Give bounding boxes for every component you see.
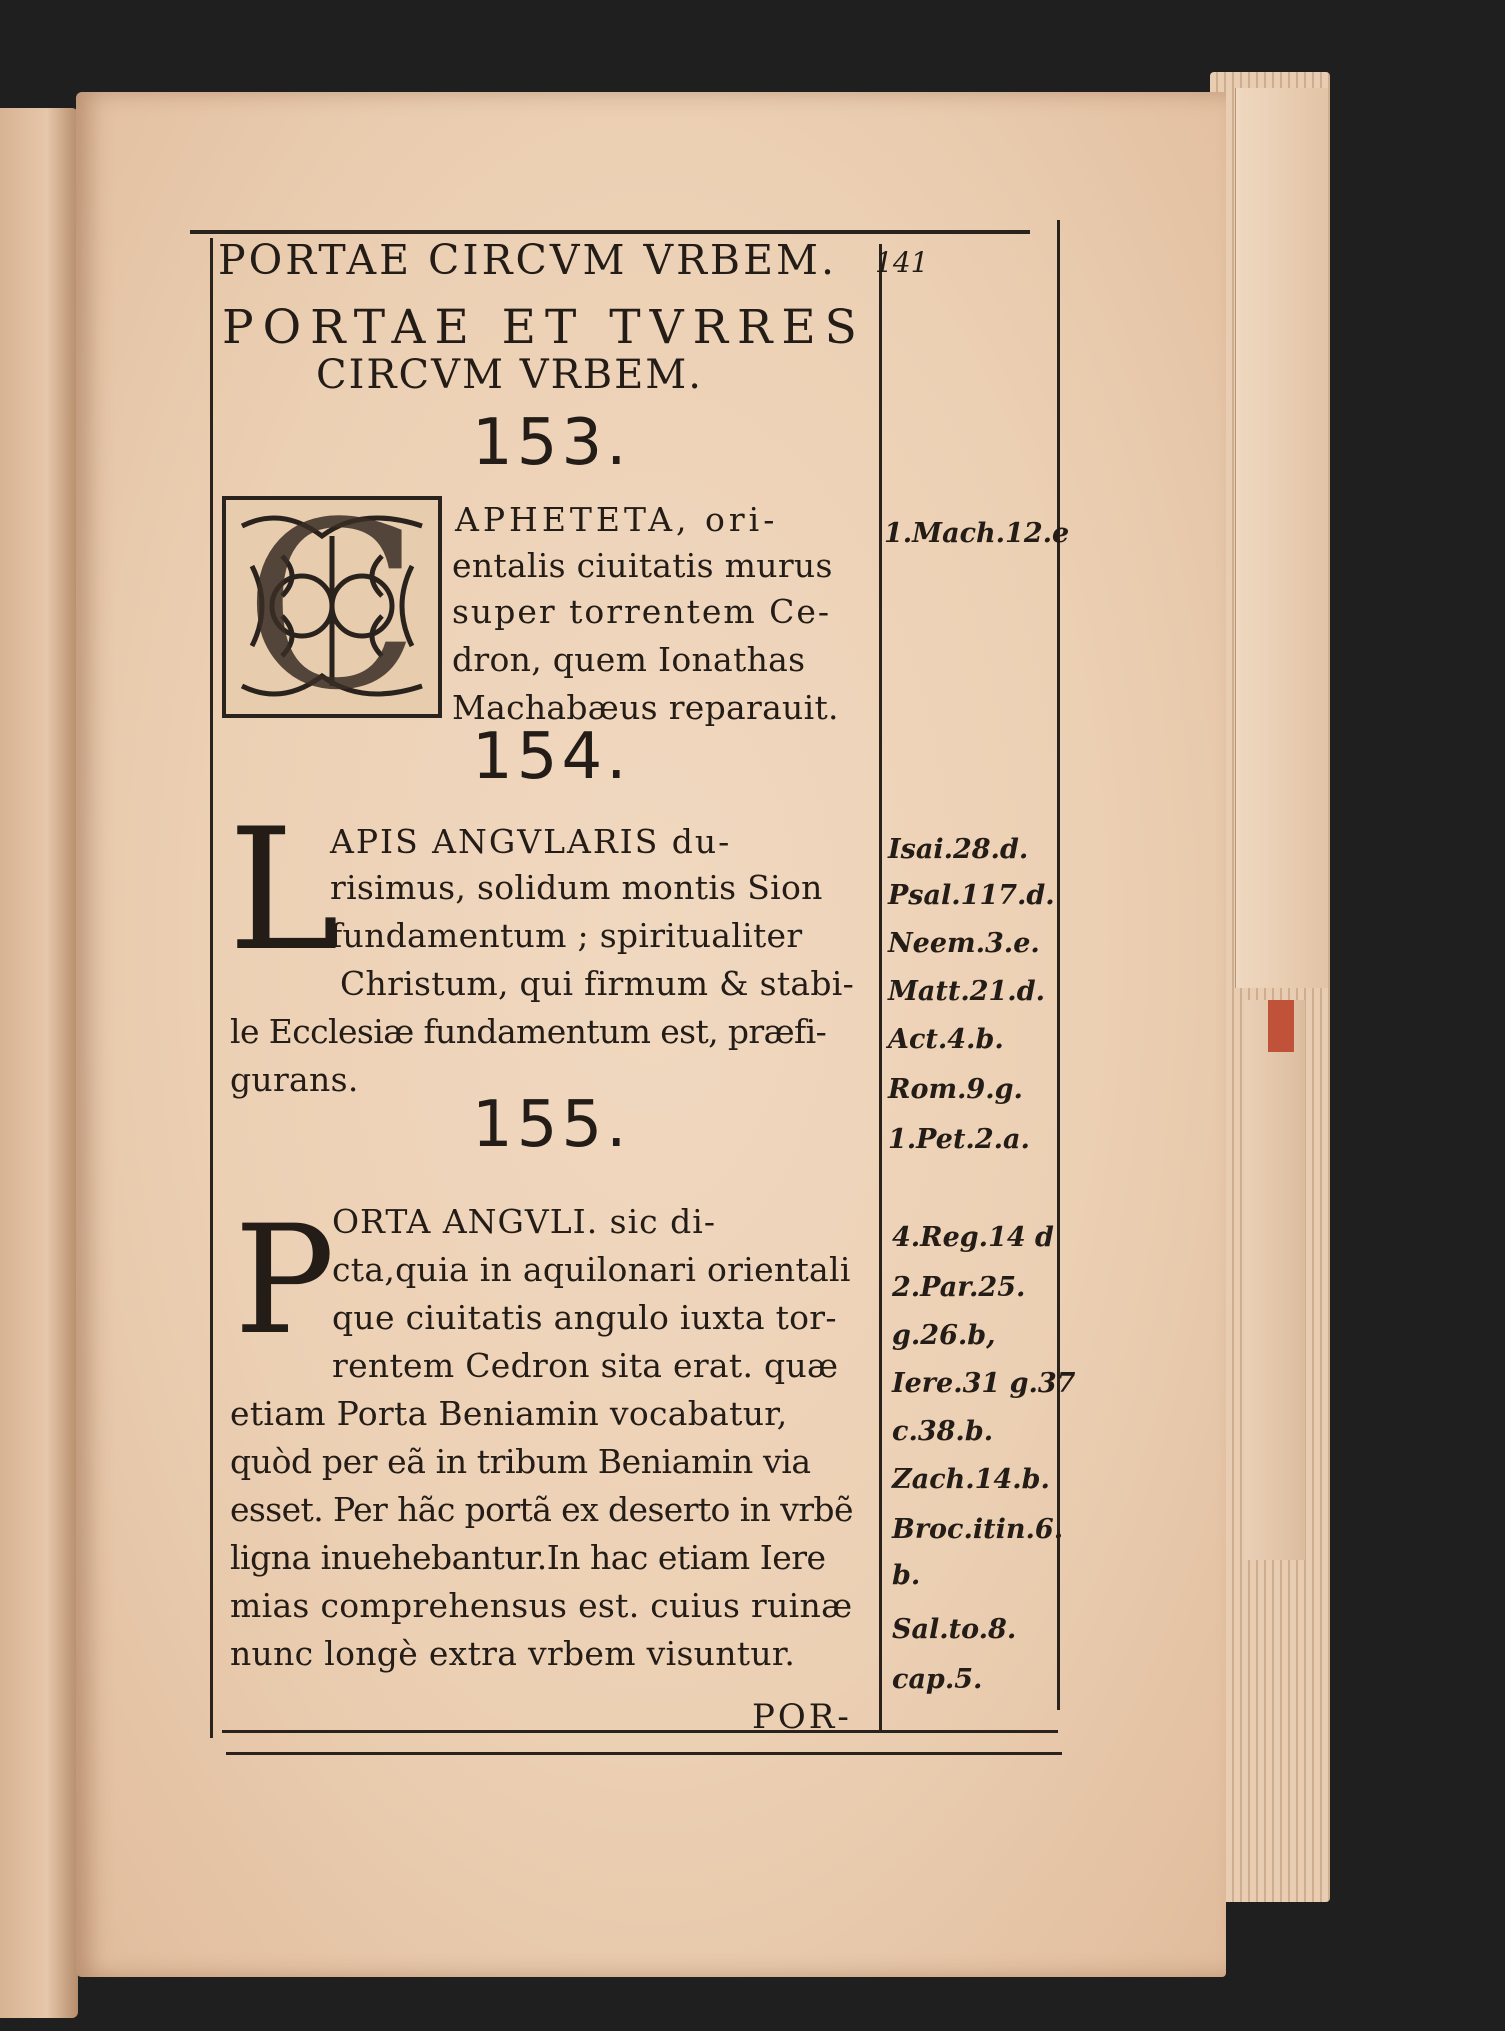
margin-ref: b. (892, 1560, 921, 1591)
catchword: POR- (752, 1697, 852, 1737)
entry-number-153: 153. (472, 406, 631, 480)
frame-bottom-rule (222, 1730, 1058, 1733)
margin-ref: g.26.b, (892, 1320, 996, 1351)
frame-right-rule (1057, 220, 1060, 1710)
entry-154-line: fundamentum ; spiritualiter (330, 916, 803, 955)
entry-153-line: APHETETA, ori- (455, 500, 779, 539)
left-page-edge (0, 108, 78, 2018)
frame-top-rule (190, 230, 1030, 234)
margin-ref: 1.Pet.2.a. (888, 1124, 1030, 1155)
entry-155-line: mias comprehensus est. cuius ruinæ (230, 1586, 853, 1625)
folded-leaf-lower (1245, 1000, 1305, 1560)
red-mark (1268, 1000, 1294, 1052)
margin-ref: cap.5. (892, 1664, 983, 1695)
entry-153-line: dron, quem Ionathas (452, 640, 806, 679)
margin-ref: 4.Reg.14 d (892, 1222, 1054, 1253)
entry-154-line: Christum, qui firmum & stabi- (340, 964, 855, 1003)
initial-letter-p: P (234, 1194, 335, 1368)
entry-155-line: esset. Per hãc portã ex deserto in vrbẽ (230, 1490, 853, 1529)
section-title-line1: PORTAE ET TVRRES (222, 300, 866, 355)
initial-letter: C (244, 496, 420, 718)
entry-number-154: 154. (472, 720, 631, 794)
entry-153-line: super torrentem Ce- (452, 592, 832, 631)
ornament-icon (222, 496, 442, 718)
margin-ref: Psal.117.d. (888, 880, 1055, 911)
margin-ref: Iere.31 g.37 (892, 1368, 1076, 1399)
margin-ref: c.38.b. (892, 1416, 994, 1447)
entry-154-line: risimus, solidum montis Sion (330, 868, 823, 907)
margin-ref: Matt.21.d. (888, 976, 1045, 1007)
entry-155-line: etiam Porta Beniamin vocabatur, (230, 1394, 788, 1433)
frame-left-rule (210, 238, 213, 1738)
entry-155-line: ligna inuehebantur.In hac etiam Iere (230, 1538, 826, 1577)
entry-155-line: ORTA ANGVLI. sic di- (332, 1202, 716, 1241)
margin-ref: Act.4.b. (888, 1024, 1004, 1055)
margin-ref: 2.Par.25. (892, 1272, 1026, 1303)
folded-leaf (1235, 88, 1328, 988)
margin-ref: Isai.28.d. (888, 834, 1029, 865)
section-title-line2: CIRCVM VRBEM. (316, 352, 703, 398)
margin-ref: Sal.to.8. (892, 1614, 1017, 1645)
entry-155-line: quòd per eã in tribum Beniamin via (230, 1442, 811, 1481)
entry-154-line: gurans. (230, 1060, 359, 1099)
margin-ref: Zach.14.b. (892, 1464, 1050, 1495)
entry-153-line: Machabæus reparauit. (452, 688, 839, 727)
frame-column-divider (879, 244, 882, 1730)
entry-154-line: le Ecclesiæ fundamentum est, præfi- (230, 1012, 827, 1051)
margin-ref: 1.Mach.12.e (884, 518, 1070, 549)
ornamental-initial-c (222, 496, 442, 718)
entry-155-line: rentem Cedron sita erat. quæ (332, 1346, 839, 1385)
entry-155-line: nunc longè extra vrbem visuntur. (230, 1634, 796, 1673)
entry-155-line: que ciuitatis angulo iuxta tor- (332, 1298, 837, 1337)
margin-ref: Rom.9.g. (888, 1074, 1023, 1105)
entry-154-line: APIS ANGVLARIS du- (330, 822, 732, 861)
frame-base-rule (226, 1752, 1062, 1755)
entry-153-line: entalis ciuitatis murus (452, 546, 833, 585)
entry-155-line: cta,quia in aquilonari orientali (332, 1250, 851, 1289)
initial-letter-l: L (228, 792, 340, 988)
margin-ref: Broc.itin.6. (892, 1514, 1064, 1545)
margin-ref: Neem.3.e. (888, 928, 1040, 959)
page-number: 141 (875, 246, 929, 279)
running-title: PORTAE CIRCVM VRBEM. (218, 236, 838, 284)
entry-number-155: 155. (472, 1088, 631, 1162)
